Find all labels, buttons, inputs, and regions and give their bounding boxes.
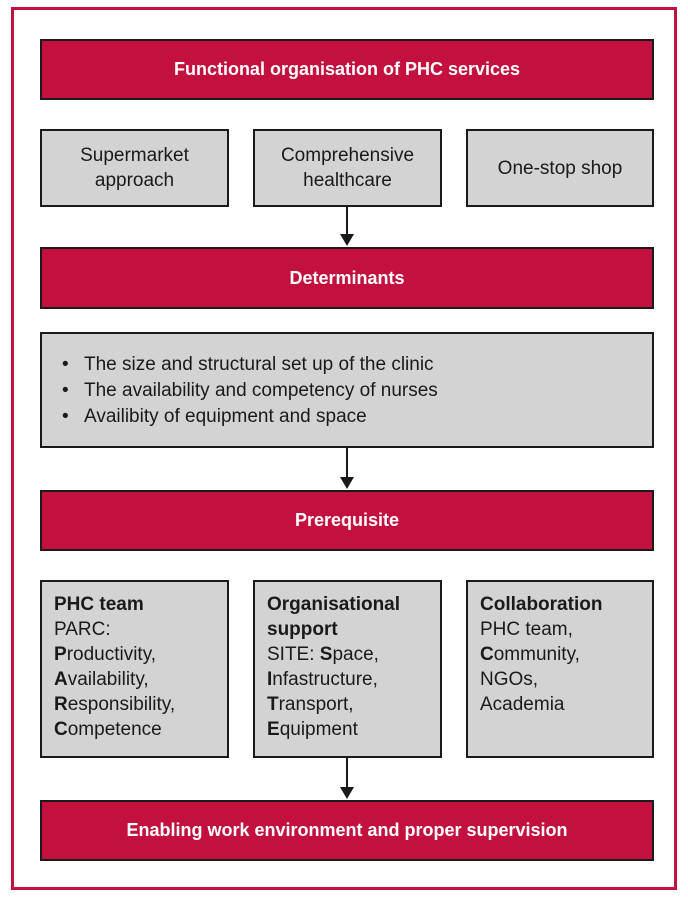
header-box: [40, 39, 654, 100]
arrow-down: [346, 207, 348, 244]
site-item: Equipment: [267, 719, 358, 740]
model-label: Supermarket approach: [80, 145, 189, 191]
collaboration-box: [466, 580, 654, 758]
parc-item: Availability,: [54, 669, 149, 690]
outcome-box: [40, 800, 654, 861]
model-box-supermarket: [40, 129, 229, 207]
model-box-comprehensive: [253, 129, 442, 207]
phc-team-heading: PHC team: [54, 594, 144, 615]
parc-item: Competence: [54, 719, 162, 740]
header-title: Functional organisation of PHC services: [173, 59, 521, 79]
determinants-title: Determinants: [289, 267, 405, 288]
prerequisite-title: Prerequisite: [294, 510, 400, 530]
arrow-down: [346, 448, 348, 487]
determinants-list-box: [40, 332, 654, 448]
determinants-box: [40, 247, 654, 309]
list-item: • The availability and competency of nurses: [56, 378, 638, 404]
determinants-list: [56, 352, 638, 430]
parc-item: Responsibility,: [54, 694, 176, 715]
parc-item: Productivity,: [54, 644, 157, 665]
list-item: • Availibity of equipment and space: [56, 404, 638, 430]
list-item: • The size and structural set up of the clinic: [56, 352, 638, 378]
outcome-title: Enabling work environment and proper supervision: [126, 820, 568, 840]
collab-item: Academia: [480, 694, 565, 715]
collab-item: Community,: [480, 644, 580, 665]
collab-item: NGOs,: [480, 669, 539, 690]
parc-label: PARC:: [54, 619, 111, 640]
collab-item: PHC team,: [480, 619, 573, 640]
arrow-down: [346, 758, 348, 797]
model-label: One-stop shop: [497, 157, 623, 179]
model-box-one-stop: [466, 129, 654, 207]
org-support-heading: Organisational: [267, 594, 401, 615]
org-support-box: [253, 580, 442, 758]
prerequisite-box: [40, 490, 654, 551]
site-item: Infastructure,: [267, 669, 378, 690]
site-item: Transport,: [267, 694, 354, 715]
collaboration-heading: Collaboration: [480, 594, 603, 615]
model-label: Comprehensive healthcare: [280, 145, 415, 191]
org-support-heading: support: [267, 619, 338, 640]
site-item: SITE: Space,: [267, 644, 379, 665]
phc-team-box: [40, 580, 229, 758]
